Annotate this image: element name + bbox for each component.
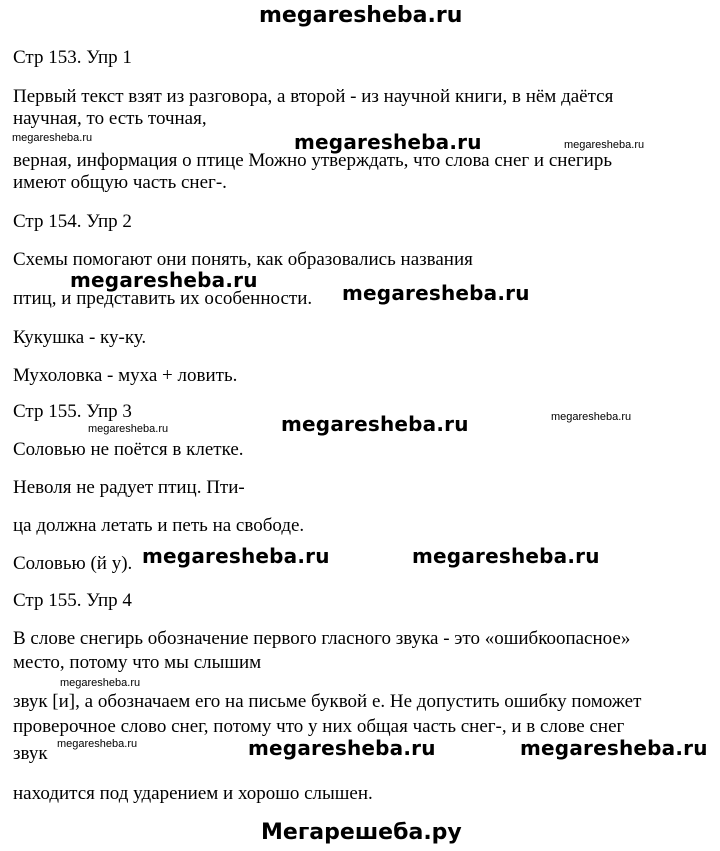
watermark: megaresheba.ru xyxy=(57,738,138,750)
watermark: megaresheba.ru xyxy=(564,139,645,151)
text-line: проверочное слово снег, потому что у них общая часть снег-, и в слове снег xyxy=(13,716,625,737)
footer-site-title: Мегарешеба.ру xyxy=(261,820,462,845)
text-line: Первый текст взят из разговора, а второй - из научной книги, в нём даётся xyxy=(13,86,614,107)
text-line: Соловью (й у). xyxy=(13,553,133,574)
watermark: megaresheba.ru xyxy=(12,132,93,144)
text-line: В слове снегирь обозначение первого гласного звука - это «ошибкоопасное» xyxy=(13,628,631,649)
watermark: megaresheba.ru xyxy=(281,412,469,436)
text-line: Схемы помогают они понять, как образовались названия xyxy=(13,249,473,270)
watermark: megaresheba.ru xyxy=(60,677,141,689)
watermark: megaresheba.ru xyxy=(70,268,258,292)
watermark: megaresheba.ru xyxy=(412,544,600,568)
watermark: megaresheba.ru xyxy=(551,411,632,423)
text-line: находится под ударением и хорошо слышен. xyxy=(13,783,373,804)
text-line: Соловью не поётся в клетке. xyxy=(13,439,244,460)
section-heading: Стр 155. Упр 4 xyxy=(13,590,132,611)
text-line: звук xyxy=(13,743,48,764)
section-heading: Стр 154. Упр 2 xyxy=(13,211,132,232)
watermark: megaresheba.ru xyxy=(88,423,169,435)
text-line: Неволя не радует птиц. Пти- xyxy=(13,477,245,498)
text-line: место, потому что мы слышим xyxy=(13,652,262,673)
text-line: научная, то есть точная, xyxy=(13,108,207,129)
text-line: ца должна летать и петь на свободе. xyxy=(13,515,305,536)
watermark: megaresheba.ru xyxy=(248,736,436,760)
header-site-title: megaresheba.ru xyxy=(259,3,463,28)
text-line: птиц, и представить их особенности. xyxy=(13,288,313,309)
text-line: звук [и], а обозначаем его на письме буквой е. Не допустить ошибку поможет xyxy=(13,691,642,712)
section-heading: Стр 155. Упр 3 xyxy=(13,401,132,422)
text-line: Кукушка - ку-ку. xyxy=(13,327,147,348)
text-line: верная, информация о птице Можно утверждать, что слова снег и снегирь xyxy=(13,150,613,171)
watermark: megaresheba.ru xyxy=(142,544,330,568)
watermark: megaresheba.ru xyxy=(342,281,530,305)
text-line: имеют общую часть снег-. xyxy=(13,172,227,193)
section-heading: Стр 153. Упр 1 xyxy=(13,47,132,68)
text-line: Мухоловка - муха + ловить. xyxy=(13,365,238,386)
watermark: megaresheba.ru xyxy=(294,130,482,154)
watermark: megaresheba.ru xyxy=(520,736,708,760)
